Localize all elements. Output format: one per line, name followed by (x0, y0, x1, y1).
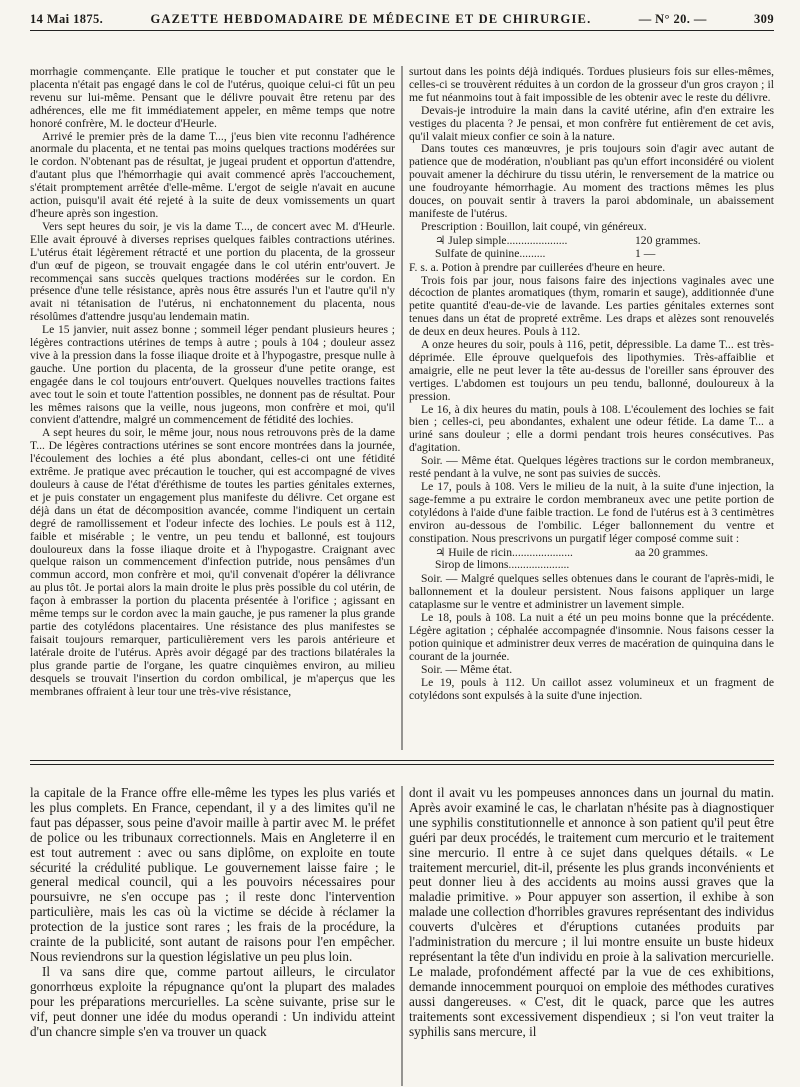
paragraph: morrhagie commençante. Elle pratique le toucher et put constater que le placenta n'était pas engagé dans le col de l'utérus, quoique celui-ci fût un peu revenu sur lui-même. Pensant que le délivre pouvait être retenu par des adhérences, elle me fit immédiatement appeler, en même temps que notre honoré confrère, M. le docteur d'Heurle. (30, 66, 395, 130)
formula-ingredient: Sirop de limons..................... (435, 558, 570, 572)
paragraph: Vers sept heures du soir, je vis la dame T..., de concert avec M. d'Heurle. Elle avait éprouvé à diverses reprises quelques faibles contractions utérines. L'utérus était légèrement rétracté et une portion du placenta, de la grosseur d'un œuf de pigeon, se trouvait engagée dans le col utérin entr'ouvert. Je recommençai sans succès quelques tractions modérées sur le cordon. En présence d'une telle résistance, après nous être assurés l'un et l'autre qu'il n'y avait ni tétanisation de l'utérus, ni enchatonnement du placenta, nous résolûmes d'attendre jusqu'au lendemain matin. (30, 219, 395, 324)
formula-potion (435, 235, 774, 261)
formula-ingredient: ♃ Huile de ricin..................... (435, 545, 573, 559)
formula-row (435, 235, 774, 248)
formula-row (435, 559, 774, 572)
page-header (30, 8, 774, 31)
paragraph: A sept heures du soir, le même jour, nous nous retrouvons près de la dame T... De légères contractions utérines se sont encore montrées dans la journée, l'écoulement des lochies a été plus abondant, celles-ci ont une fétidité extrême. Je pratique avec précaution le toucher, qui est accompagné de vives douleurs à cause de l'état d'éréthisme de toutes les parties génitales externes, et je puis constater un engagement plus manifeste du délivre. Cet organe est déjà dans un état de décomposition avancée, comme l'indiquent un certain degré de ramollissement et l'odeur infecte des lochies. Le pouls est à 112, faible et misérable ; le ventre, un peu tendu et ballonné, est toujours douloureux dans la fosse iliaque droite et à l'hypogastre. Craignant avec quelque raison un commencement d'infection putride, nous pensâmes d'un commun accord, mon confrère et moi, qu'il convenait d'opérer la délivrance au plus tôt. Je portai alors la main droite le plus près possible du col utérin, de façon à embrasser la portion du placenta présentée à l'orifice ; agissant en même temps sur le cordon avec la main gauche, je pus ramener la plus grande partie des cotylédons placentaires. Une résistance des plus manifestes se faisait toujours remarquer, particulièrement vers les parois antérieure et latérale droite de l'utérus. Après avoir dégagé par des tractions bilatérales la plus grande partie de l'organe, les quatre cinquièmes environ, au milieu desquels se trouvait l'insertion du cordon ombilical, je m'aperçus que les membranes offraient à leur tour une très-vive résistance, (30, 426, 395, 698)
paragraph: la capitale de la France offre elle-même les types les plus variés et les plus complets. En France, cependant, il y a des limites qu'il ne faut pas dépasser, sous peine d'avoir maille à partir avec M. le préfet de police ou les tribunaux correctionnels. Mais en Angleterre il en est tout autrement : avec ou sans diplôme, on exploite en toute sécurité la crédulité publique. Le gouvernement laisse faire ; le general medical council, qui a les pouvoirs nécessaires pour poursuivre, ne s'en occupe pas ; il reste donc l'intervention particulière, mais les cas où la victime se décide à réclamer la protection de la justice sont rares ; les frais de la procédure, la crainte de la publicité, sont autant de raisons pour l'en empêcher. Nous reviendrons sur la question législative un peu plus loin. (30, 786, 395, 964)
column-divider (402, 66, 403, 750)
upper-left-column (30, 66, 395, 750)
page-number: 309 (754, 11, 774, 26)
paragraph: Trois fois par jour, nous faisons faire des injections vaginales avec une décoction de plantes aromatiques (thym, romarin et sauge), additionnée d'une petite quantité d'eau-de-vie de lavande. Les parties génitales externes sont tenues dans un état de propreté extrême. Les draps et alèzes sont renouvelés de deux en deux heures. Pouls à 112. (409, 273, 774, 339)
paragraph: Soir. — Même état. Quelques légères tractions sur le cordon membraneux, resté pendant à la vulve, ne sont pas suivies de succès. (409, 454, 774, 481)
paragraph: Il va sans dire que, comme partout ailleurs, le circulator gonorrhœus exploite la répugnance qu'ont la plupart des malades pour les préparations mercurielles. La scène suivante, prise sur le vif, peut donner une idée du modus operandi : Un individu atteint d'un chancre simple s'en va trouver un quack (30, 963, 395, 1039)
paragraph: Dans toutes ces manœuvres, je pris toujours soin d'agir avec autant de patience que de modération, n'oubliant pas qu'un effort inconsidéré ou violent pouvait amener la déchirure du tissu utérin, le renversement de la matrice ou une foudroyante hémorrhagie. Au moment des tractions mêmes les plus douces, on pouvait sentir à travers la paroi abdominale, un abaissement manifeste de l'utérus. (409, 142, 774, 220)
paragraph: Le 16, à dix heures du matin, pouls à 108. L'écoulement des lochies se fait bien ; celles-ci, peu abondantes, exhalent une odeur fétide. La dame T... a uriné sans douleur ; elle a dormi pendant trois heures consécutives. Pas d'agitation. (409, 402, 774, 455)
paragraph: Arrivé le premier près de la dame T..., j'eus bien vite reconnu l'adhérence anormale du placenta, et ne tentai pas moins quelques tractions modérées sur le cordon. N'obtenant pas de résultat, je jugeai prudent et opportun d'attendre, d'autant plus que l'hémorrhagie qui avait commencé après l'accouchement, s'était promptement arrêtée d'elle-même. L'ergot de seigle n'avait en aucune action, puisqu'il avait été rejeté à la suite de deux vomissements un quart d'heure après son ingestion. (30, 129, 395, 220)
lower-left-column (30, 786, 395, 1086)
prescription-line: Prescription : Bouillon, lait coupé, vin généreux. (421, 219, 647, 233)
paragraph: A onze heures du soir, pouls à 116, petit, dépressible. La dame T... est très-déprimée. Elle éprouve quelquefois des lipothymies. Très-affaiblie et amaigrie, elle ne peut lever la tête au-dessus de l'oreiller sans éprouver des vertiges. L'abdomen est toujours un peu tendu, ballonné, douloureux à la pression. (409, 338, 774, 403)
formula-dose: aa 20 grammes. (635, 545, 709, 559)
paragraph: Le 18, pouls à 108. La nuit a été un peu moins bonne que la précédente. Légère agitation ; céphalée accompagnée d'insomnie. Nous faisons cesser la potion quinique et administrer deux verres de macération de quinquina dans le courant de la journée. (409, 611, 774, 663)
upper-article (30, 66, 774, 750)
paragraph: Soir. — Malgré quelques selles obtenues dans le courant de l'après-midi, le ballonnement et la douleur persistent. Nous faisons appliquer un large cataplasme sur le ventre et administrer un lavement simple. (409, 572, 774, 612)
lower-right-column (409, 786, 774, 1086)
paragraph: dont il avait vu les pompeuses annonces dans un journal du matin. Après avoir examiné le cas, le charlatan n'hésite pas à diagnostiquer une syphilis constitutionnelle et annonce à son patient qu'il peut être guéri par deux procédés, le traitement cum mercurio et le traitement sine mercurio. Il entre à ce sujet dans quelques détails. « Le traitement mercuriel, dit-il, présente les plus grands inconvénients et peut donner lieu à des accidents au moins aussi graves que la maladie primitive. » Pour appuyer son assertion, il exhibe à son malade une collection d'horribles gravures représentant des individus couverts d'ulcères et d'éruptions cutanées produits par l'administration du mercure ; il lui montre ensuite un buste hideux représentant la tête d'un individu en proie à la salivation mercurielle. Le malade, profondément affecté par la vue de ces exhibitions, demande innocemment pourquoi on emploie des méthodes curatives aussi dangereuses. « C'est, dit le quack, parce que les autres traitements sont excessivement dispendieux ; si l'on veut traiter la syphilis sans mercure, il (409, 786, 774, 1039)
issue-date: 14 Mai 1875. (30, 11, 104, 26)
section-divider (30, 760, 774, 761)
formula-purgative (435, 547, 774, 573)
paragraph: Le 17, pouls à 108. Vers le milieu de la nuit, à la suite d'une injection, la sage-femme a pu extraire le cordon membraneux avec une petite portion de cotylédons à l'aide d'une faible traction. Le fond de l'utérus est à 3 centimètres environ au-dessous de l'ombilic. Léger ballonnement du ventre et constipation. Nous prescrivons un purgatif léger composé comme suit : (409, 480, 774, 545)
formula-dose: 1 — (635, 246, 656, 260)
paragraph: Le 15 janvier, nuit assez bonne ; sommeil léger pendant plusieurs heures ; légères contractions utérines de temps à autre ; pouls à 104 ; douleur assez vive à la pression dans la fosse iliaque droite et à l'hypogastre, presque nulle à gauche. Une portion du placenta, de la grosseur d'une petite orange, est engagée dans le col toujours entr'ouvert. Quelques nouvelles tractions faites avec tout le soin et toute l'attention possibles, ne donnent pas de résultat. Pour les mêmes raisons que la veille, nous jugeons, mon confrère et moi, qu'il convient d'attendre, malgré un commencement de fétidité des lochies. (30, 323, 395, 427)
formula-ingredient: ♃ Julep simple..................... (435, 233, 568, 247)
paragraph: Le 19, pouls à 112. Un caillot assez volumineux et un fragment de cotylédons sont expulsés à la suite d'une injection. (409, 675, 774, 702)
formula-dose: 120 grammes. (635, 233, 701, 247)
paragraph: Soir. — Même état. (421, 662, 513, 676)
column-divider (402, 786, 403, 1086)
formula-ingredient: Sulfate de quinine......... (435, 246, 546, 260)
upper-right-column (409, 66, 774, 750)
section-divider (30, 764, 774, 765)
paragraph: surtout dans les points déjà indiqués. Tordues plusieurs fois sur elles-mêmes, celles-ci se trouvèrent réduites à un cordon de la grosseur d'un gros crayon ; il me fut néanmoins tout à fait impossible de les obtenir avec le reste du délivre. (409, 66, 774, 104)
journal-title: GAZETTE HEBDOMADAIRE DE MÉDECINE ET DE CHIRURGIE. (150, 11, 592, 26)
lower-article (30, 786, 774, 1086)
issue-number: — N° 20. — (638, 11, 707, 26)
formula-row (435, 248, 774, 261)
paragraph: F. s. a. Potion à prendre par cuillerées d'heure en heure. (409, 260, 666, 274)
paragraph: Devais-je introduire la main dans la cavité utérine, afin d'en extraire les vestiges du placenta ? Je pensai, et mon confrère fut entièrement de cet avis, qu'il valait mieux confier ce soin à la nature. (409, 103, 774, 143)
